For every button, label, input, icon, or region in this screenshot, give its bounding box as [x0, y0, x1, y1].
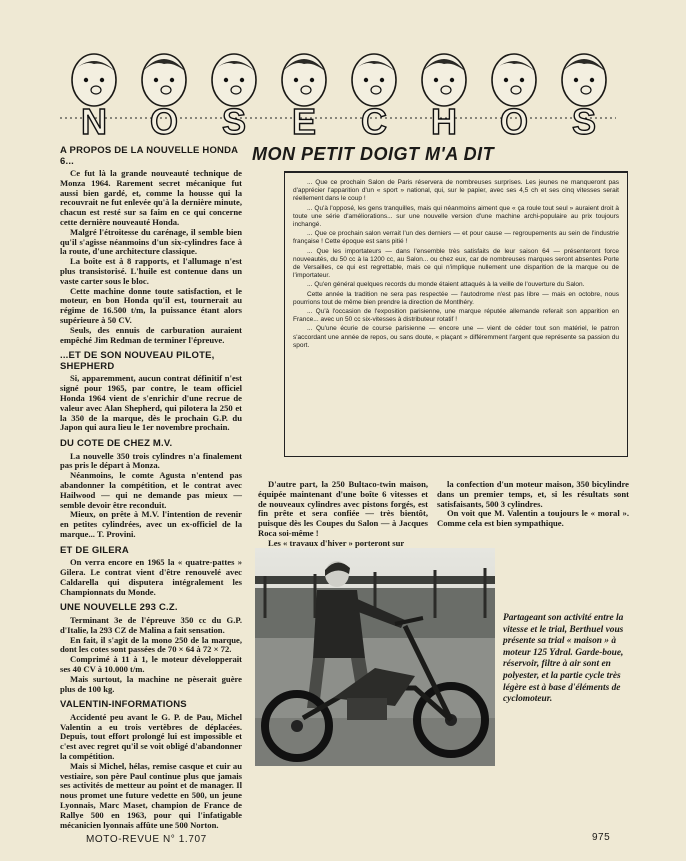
- section-heading: ET DE GILERA: [60, 544, 129, 556]
- cartoon-head: [352, 54, 396, 106]
- banner-letter: S: [221, 101, 247, 142]
- article-paragraph: Cette machine donne toute satisfaction, et le moteur, en bon Honda qu'il est, tournerait au régime de 16.500 t/m, la puissance étant alors supérieure à 50 CV.: [60, 285, 242, 325]
- article-paragraph: Ce fut là la grande nouveauté technique de Monza 1964. Rarement secret mécanique fut aussi bien gardé, et, comme la housse qui la recouvrait ne fut enlevée qu'à la dernière minute, chacun est resté sur sa faim en ce qui concerne cette dernière nouveauté Honda.: [60, 168, 242, 227]
- cartoon-head: [422, 54, 466, 106]
- article-paragraph: Accidenté peu avant le G. P. de Pau, Michel Valentin a eu trois vertèbres de déplacées. Depuis, tout effort prolongé lui est impossible et c'est avec regret qu'il se voit obligé d'abandonner la compétition.: [60, 711, 242, 762]
- article-paragraph: Les « travaux d'hiver » porteront sur: [268, 537, 405, 548]
- article-paragraph: D'autre part, la 250 Bultaco-twin maison, équipée maintenant d'une boîte 6 vitesses et de nouveaux cylindres avec pistons forgés, est fin prête et sera confiée — très bientôt, puisque dès les Coupes du Salon — à Jacques Roca soi-même !: [258, 479, 428, 538]
- article-paragraph: la confection d'un moteur maison, 350 bicylindre dans un premier temps, et, si les résultats sont satisfaisants, 500 3 cylindres.: [437, 479, 629, 509]
- cartoon-head: [212, 54, 256, 106]
- article-paragraph: Malgré l'étroitesse du carénage, il semble bien qu'il s'agisse néanmoins d'un six-cylindres face à la route, d'une architecture classique.: [60, 226, 242, 257]
- banner-letter: H: [431, 101, 457, 142]
- banner-letter: E: [291, 101, 317, 142]
- article-paragraph: On verra encore en 1965 la « quatre-pattes » Gilera. Le contrat vient d'être renouvelé avec Caldarella qui disputera intégralement les Championnats du Monde.: [60, 557, 242, 597]
- gossip-item: ... Qu'à l'opposé, les gens tranquilles, mais qui néanmoins aiment que « ça roule tout seul » auraient droit à toute une série d'améliorations... sur une nouvelle version d'une machine archi-populaire au prix toujours inchangé.: [293, 204, 619, 229]
- gossip-box: [284, 171, 628, 457]
- gossip-item: ... Qu'une écurie de course parisienne — encore une — vient de céder tout son matériel, le patron s'accordant une année de repos, ou sans doute, « plaçant » différemment l'argent que représente sa passion du sport.: [293, 325, 619, 349]
- gossip-item: ... Que les importateurs — dans l'ensemble très satisfaits de leur saison 64 — présenteront force nouveautés, du 50 cc à la 1200 cc, au Salon... ou chez eux, car de nombreuses marques seront absentes Porte de Versailles, ce qui est regrettable, mais ce qui n'implique nullement une disparition de la marque ou de l'importateur.: [293, 247, 619, 280]
- article-paragraph: Comprimé à 11 à 1, le moteur développerait ses 40 CV à 10.000 t/m.: [60, 654, 242, 674]
- banner-letter: S: [571, 101, 597, 142]
- trial-motorcycle-photo: [255, 548, 495, 766]
- mid-column-2: [437, 480, 629, 529]
- nos-echos-banner: [60, 44, 616, 142]
- article-paragraph: Mieux, on prête à M.V. l'intention de revenir en petites cylindrées, avec un ex-officiel de la marque... T. Provini.: [60, 509, 242, 539]
- banner-letter: O: [499, 101, 529, 142]
- section-heading: ...ET DE SON NOUVEAU PILOTE, SHEPHERD: [60, 350, 215, 372]
- gossip-item: Cette année la tradition ne sera pas respectée — l'autodrome n'est pas libre — mais en octobre, nous pourrions tout de même bien prendre la direction de Montlhéry.: [293, 290, 619, 306]
- article-paragraph: Mais si Michel, hélas, remise casque et cuir au vestiaire, son père Paul continue plus que jamais ses activités de metteur au point et de manager. Il nous promet une future vedette en 500, un jeune Lyonnais, Marc Maset, champion de France de Rallye 500 en 1963, pour qui l'infatigable mécanicien lyonnais affûte une 500 Norton.: [60, 760, 242, 830]
- cartoon-head: [282, 54, 326, 106]
- article-paragraph: Néanmoins, le comte Agusta n'entend pas abandonner la compétition, et le contrat avec Hailwood — qui ne demande pas mieux — semble devoir être reconduit.: [60, 470, 242, 510]
- cartoon-head: [562, 54, 606, 106]
- article-paragraph: Seuls, des ennuis de carburation auraient empêché Jim Redman de terminer l'épreuve.: [60, 324, 242, 345]
- article-paragraph: Si, apparemment, aucun contrat définitif n'est signé pour 1965, par contre, le team officiel Honda 1964 vient de s'enrichir d'une recrue de valeur avec Alan Shepherd, qui pilotera la 250 et la 350 de la marque, dès le prochain G.P. du Japon qui aura lieu le 1er novembre prochain.: [60, 373, 242, 433]
- banner-letter: N: [81, 101, 107, 142]
- gossip-item: ... Que ce prochain Salon de Paris réservera de nombreuses surprises. Les jeunes ne manqueront pas d'apprécier l'apparition d'un « sport » national, qui, sur le papier, avec ses 4,5 ch et ses cinq vitesses serait réellement dans le coup !: [293, 179, 619, 203]
- banner-letter: C: [361, 101, 387, 142]
- article-paragraph: On voit que M. Valentin a toujours le « moral ». Comme cela est bien sympathique.: [437, 508, 629, 529]
- section-heading: VALENTIN-INFORMATIONS: [60, 699, 187, 711]
- article-paragraph: Terminant 3e de l'épreuve 350 cc du G.P. d'Italie, la 293 CZ de Malina a fait sensation.: [60, 614, 242, 635]
- gossip-item: ... Qu'à l'occasion de l'exposition parisienne, une marque réputée allemande referait son apparition en France... avec un 50 cc six-vitesses à distributeur rotatif !: [293, 308, 619, 324]
- magazine-issue: MOTO-REVUE N° 1.707: [86, 834, 207, 845]
- gossip-item: ... Que ce prochain salon verrait l'un des derniers — et pour cause — regroupements au sein de l'industrie française ! Cette époque est sans pitié !: [293, 230, 619, 246]
- article-paragraph: La boîte est à 8 rapports, et l'allumage n'est plus transistorisé. L'huile est contenue dans un vaste carter sous le bloc.: [60, 256, 242, 286]
- section-heading: A PROPOS DE LA NOUVELLE HONDA 6...: [60, 145, 238, 167]
- article-paragraph: Mais surtout, la machine ne pèserait guère plus de 100 kg.: [60, 673, 242, 694]
- left-column: [60, 140, 242, 830]
- section-heading: DU COTE DE CHEZ M.V.: [60, 438, 173, 450]
- cartoon-head: [72, 54, 116, 106]
- photo-caption: Partageant son activité entre la vitesse et le trial, Berthuel vous présente sa trial « maison » à moteur 125 Ydral. Garde-boue, réservoir, filtre à air sont en polyester, et la partie cycle très légère est à base d'éléments de cyclomoteur.: [503, 613, 624, 705]
- cartoon-head: [142, 54, 186, 106]
- mid-column-1: [258, 480, 428, 549]
- article-paragraph: La nouvelle 350 trois cylindres n'a finalement pas pris le départ à Monza.: [60, 450, 242, 471]
- gossip-item: ... Qu'en général quelques records du monde étaient attaqués à la veille de l'ouverture du Salon.: [307, 281, 585, 289]
- article-paragraph: En fait, il s'agit de la mono 250 de la marque, dont les cotes sont passées de 70 × 64 à 72 × 72.: [60, 634, 242, 655]
- banner-letter: O: [149, 101, 179, 142]
- section-title: MON PETIT DOIGT M'A DIT: [252, 144, 495, 164]
- cartoon-head: [492, 54, 536, 106]
- page-number: 975: [592, 832, 611, 843]
- section-heading: UNE NOUVELLE 293 C.Z.: [60, 602, 178, 614]
